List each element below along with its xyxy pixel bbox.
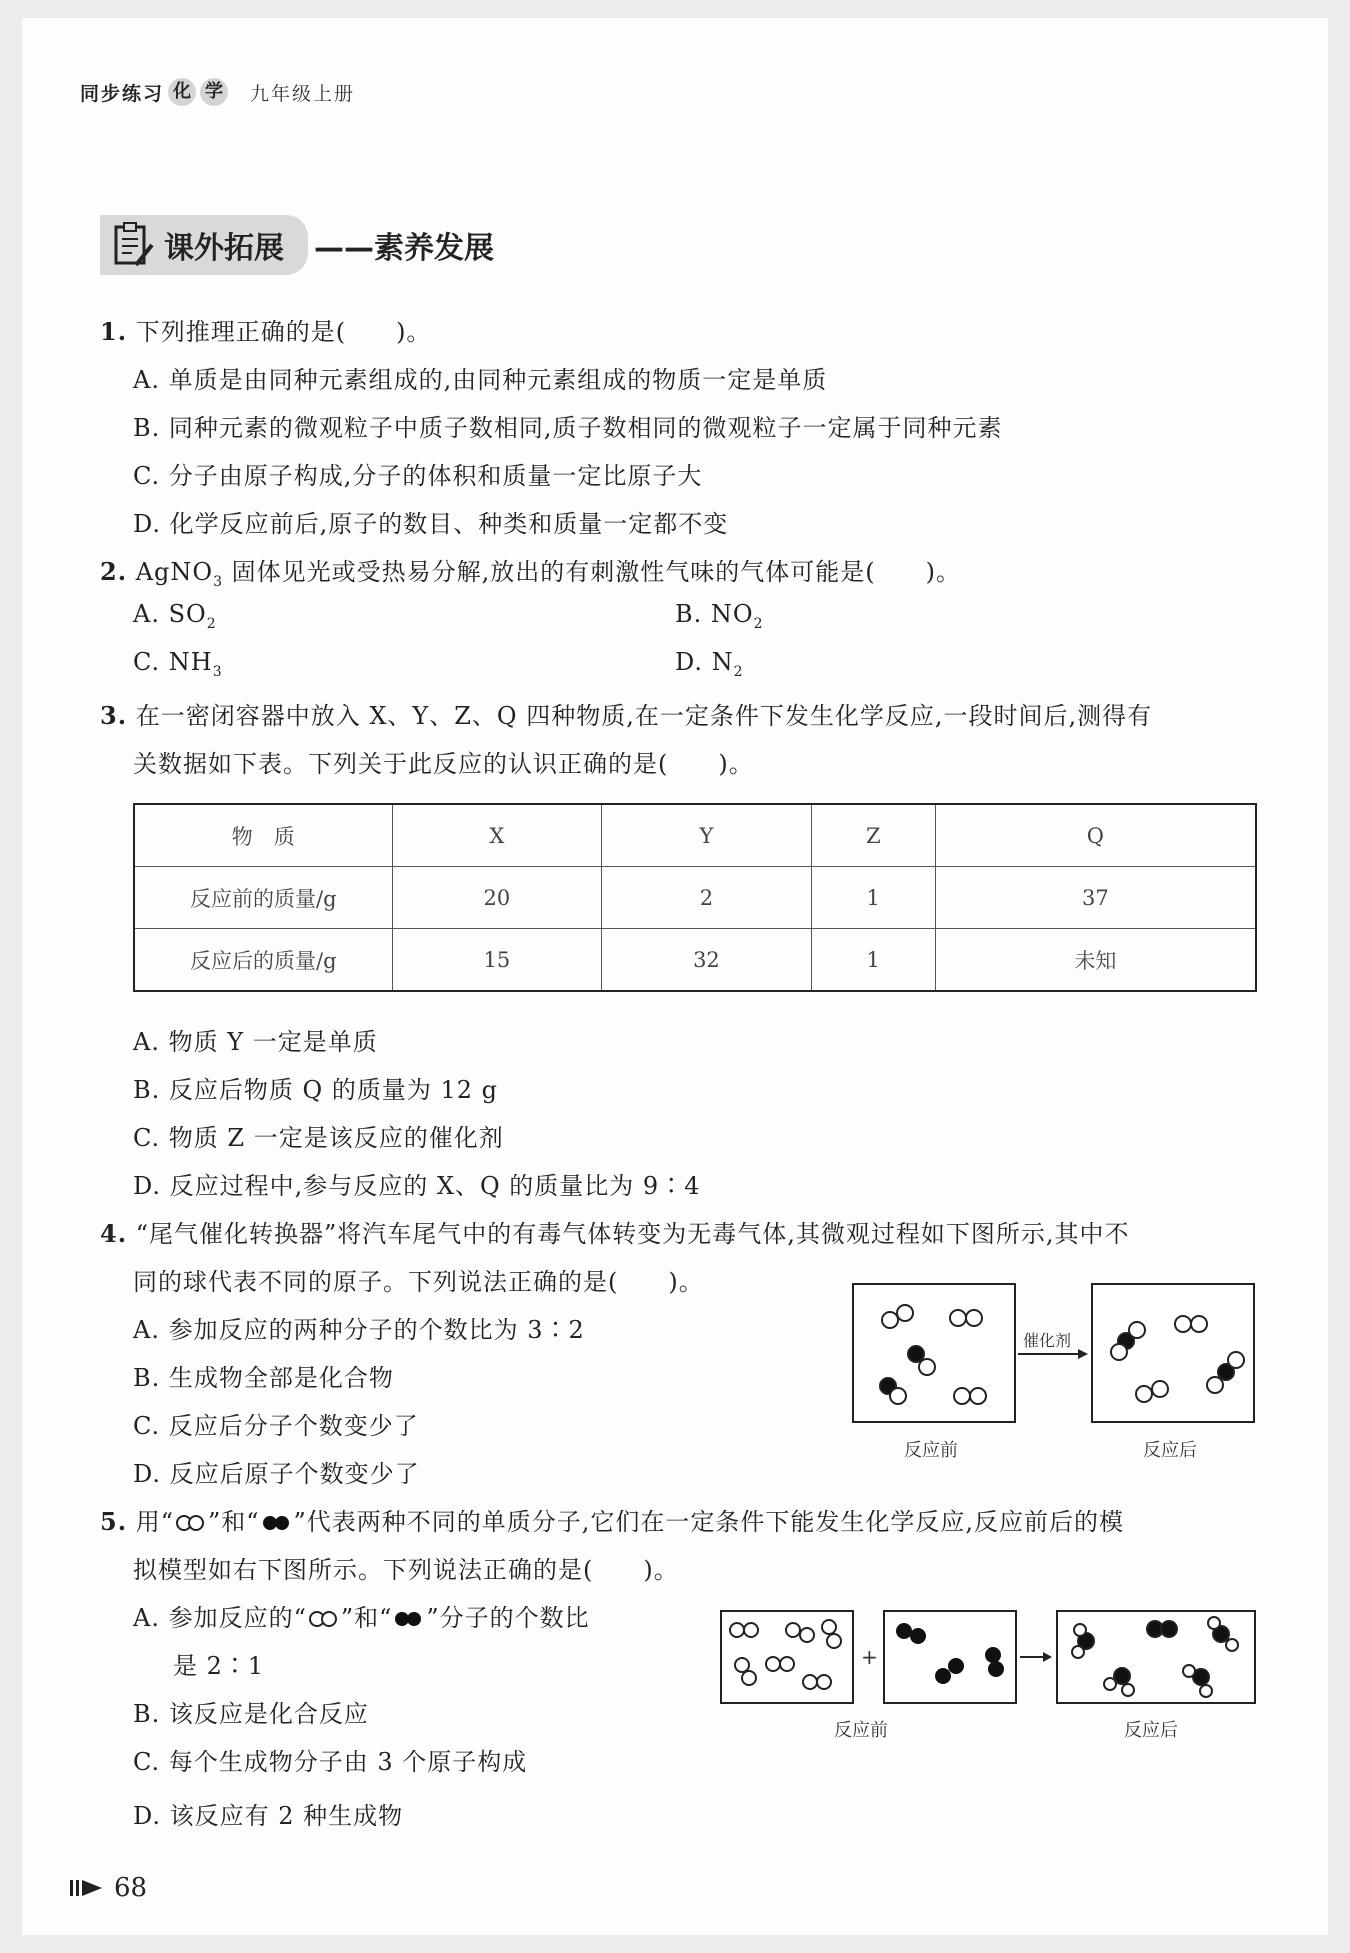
q3-option-a: A. 物质 Y 一定是单质 bbox=[133, 1028, 378, 1056]
q4-before-caption: 反应前 bbox=[904, 1440, 958, 1461]
q2-d-text: D. N bbox=[675, 648, 734, 676]
table-cell: 20 bbox=[392, 867, 602, 929]
q5-option-a-cont: 是 2∶1 bbox=[173, 1652, 265, 1680]
table-header-cell: Q bbox=[935, 804, 1256, 867]
q5-after-caption: 反应后 bbox=[1124, 1720, 1178, 1741]
q5-option-c: C. 每个生成物分子由 3 个原子构成 bbox=[133, 1748, 528, 1776]
q5-white-molecules bbox=[730, 1620, 841, 1689]
q3-option-b: B. 反应后物质 Q 的质量为 12 g bbox=[133, 1076, 498, 1104]
q2-number: 2. bbox=[100, 557, 128, 586]
table-cell: 15 bbox=[392, 929, 602, 992]
q5-before-caption: 反应前 bbox=[834, 1720, 888, 1741]
q2-c-sub: 3 bbox=[212, 663, 223, 680]
q5-text-1c: ”代表两种不同的单质分子,它们在一定条件下能发生化学反应,反应前后的模 bbox=[293, 1508, 1125, 1536]
q3-text-1: 在一密闭容器中放入 X、Y、Z、Q 四种物质,在一定条件下发生化学反应,一段时间后,测得有 bbox=[135, 702, 1153, 730]
q2-a-sub: 2 bbox=[206, 615, 217, 632]
q5-option-b: B. 该反应是化合反应 bbox=[133, 1700, 369, 1728]
q4-option-b: B. 生成物全部是化合物 bbox=[133, 1364, 394, 1392]
table-cell: 2 bbox=[602, 867, 812, 929]
table-header-cell: 物 质 bbox=[134, 804, 392, 867]
q2-formula: AgNO bbox=[135, 558, 214, 586]
q2-d-sub: 2 bbox=[733, 663, 744, 680]
q4-after-caption: 反应后 bbox=[1143, 1440, 1197, 1461]
q2-b-text: B. NO bbox=[675, 600, 754, 628]
q5-option-d: D. 该反应有 2 种生成物 bbox=[133, 1802, 404, 1830]
book-title: 同步练习 bbox=[80, 82, 165, 105]
q5-number: 5. bbox=[100, 1507, 128, 1536]
q4-text-1: “尾气催化转换器”将汽车尾气中的有毒气体转变为无毒气体,其微观过程如下图所示,其中不 bbox=[135, 1220, 1130, 1248]
q5-a-text-b: ”和“ bbox=[340, 1604, 393, 1632]
q4-text-2: 同的球代表不同的原子。下列说法正确的是( )。 bbox=[133, 1268, 704, 1296]
table-header-cell: X bbox=[392, 804, 602, 867]
q5-product-molecules bbox=[1072, 1617, 1238, 1697]
table-cell: 1 bbox=[811, 867, 935, 929]
q3-option-d: D. 反应过程中,参与反应的 X、Q 的质量比为 9∶4 bbox=[133, 1172, 701, 1200]
table-cell: 32 bbox=[602, 929, 812, 992]
page-number: 68 bbox=[114, 1873, 148, 1903]
table-cell: 反应前的质量/g bbox=[134, 867, 392, 929]
q3-text-2: 关数据如下表。下列关于此反应的认识正确的是( )。 bbox=[133, 750, 754, 778]
grade-label: 九年级上册 bbox=[250, 82, 356, 105]
section-title: 课外拓展 bbox=[164, 231, 284, 266]
subject-char-1: 化 bbox=[168, 78, 196, 106]
q1-option-d: D. 化学反应前后,原子的数目、种类和质量一定都不变 bbox=[133, 510, 729, 538]
q5-plus-sign: + bbox=[861, 1645, 878, 1669]
q1-option-b: B. 同种元素的微观粒子中质子数相同,质子数相同的微观粒子一定属于同种元素 bbox=[133, 414, 1003, 442]
q2-formula-sub: 3 bbox=[213, 573, 223, 590]
q5-text-1a: 用“ bbox=[135, 1508, 174, 1536]
q4-option-a: A. 参加反应的两种分子的个数比为 3∶2 bbox=[133, 1316, 585, 1344]
q3-number: 3. bbox=[100, 701, 128, 730]
q1-text: 下列推理正确的是( )。 bbox=[135, 318, 432, 346]
q2-a-text: A. SO bbox=[133, 600, 207, 628]
q2-b-sub: 2 bbox=[753, 615, 764, 632]
subject-char-2: 学 bbox=[200, 78, 228, 106]
q5-a-text-a: A. 参加反应的“ bbox=[133, 1604, 307, 1632]
q2-c-text: C. NH bbox=[133, 648, 213, 676]
q5-text-2: 拟模型如右下图所示。下列说法正确的是( )。 bbox=[133, 1556, 679, 1584]
table-cell: 未知 bbox=[935, 929, 1256, 992]
page-marker-icon bbox=[70, 1878, 106, 1898]
q1-option-c: C. 分子由原子构成,分子的体积和质量一定比原子大 bbox=[133, 462, 703, 490]
q1-option-a: A. 单质是由同种元素组成的,由同种元素组成的物质一定是单质 bbox=[133, 366, 828, 394]
section-subtitle: ——素养发展 bbox=[314, 231, 494, 266]
table-header-cell: Z bbox=[811, 804, 935, 867]
q5-a-text-c: ”分子的个数比 bbox=[426, 1604, 590, 1632]
q2-text: 固体见光或受热易分解,放出的有刺激性气味的气体可能是( )。 bbox=[223, 558, 961, 586]
q5-black-molecules bbox=[896, 1623, 1004, 1684]
q4-number: 4. bbox=[100, 1219, 128, 1248]
q4-option-d: D. 反应后原子个数变少了 bbox=[133, 1460, 420, 1488]
table-cell: 1 bbox=[811, 929, 935, 992]
q5-text-1b: ”和“ bbox=[207, 1508, 260, 1536]
q5-arrow-head bbox=[1043, 1652, 1052, 1662]
q4-catalyst-label: 催化剂 bbox=[1023, 1331, 1072, 1350]
page-footer bbox=[70, 1873, 147, 1903]
table-cell: 37 bbox=[935, 867, 1256, 929]
q4-option-c: C. 反应后分子个数变少了 bbox=[133, 1412, 419, 1440]
table-header-cell: Y bbox=[602, 804, 812, 867]
q1-number: 1. bbox=[100, 317, 128, 346]
table-cell: 反应后的质量/g bbox=[134, 929, 392, 992]
q3-option-c: C. 物质 Z 一定是该反应的催化剂 bbox=[133, 1124, 504, 1152]
